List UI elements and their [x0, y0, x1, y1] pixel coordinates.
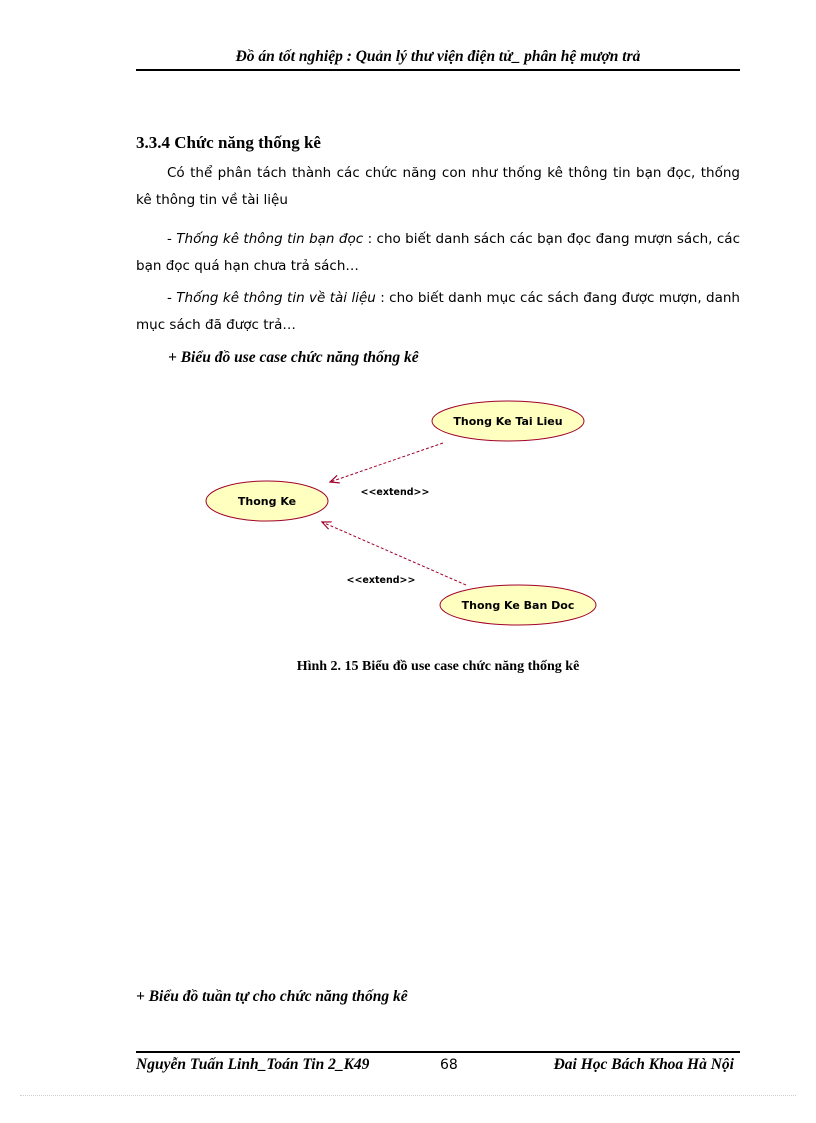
extend-label-2: <<extend>> [346, 575, 416, 586]
usecase-thong-ke-label: Thong Ke [237, 495, 297, 508]
figure-caption: Hình 2. 15 Biểu đồ use case chức năng thống kê [296, 659, 580, 674]
page-header-title: Đồ án tốt nghiệp : Quản lý thư viện điện tử_ phân hệ mượn trả [235, 48, 641, 65]
usecase-ban-doc-label: Thong Ke Ban Doc [461, 599, 575, 612]
footer-university: Đai Học Bách Khoa Hà Nội [553, 1056, 734, 1073]
page-bottom-border [20, 1095, 796, 1096]
item-ban-doc-title: Thống kê thông tin bạn đọc [176, 231, 364, 247]
usecase-diagram-heading: + Biểu đồ use case chức năng thống kê [168, 349, 419, 366]
usecase-thong-ke [206, 481, 328, 521]
paragraph-item-ban-doc [136, 226, 740, 280]
header-divider [136, 69, 740, 71]
sequence-diagram-heading: + Biểu đồ tuần tự cho chức năng thống kê [136, 988, 408, 1005]
footer-divider [136, 1051, 740, 1053]
section-heading: 3.3.4 Chức năng thống kê [136, 133, 321, 152]
usecase-thong-ke-tai-lieu [432, 401, 584, 441]
extend-arrow-tai-lieu [330, 443, 443, 482]
extend-label-1: <<extend>> [360, 487, 430, 498]
item-tai-lieu-line [136, 285, 740, 339]
item-ban-doc-prefix: - [167, 231, 177, 247]
paragraph-item-tai-lieu [136, 285, 740, 339]
page-number: 68 [440, 1057, 458, 1073]
item-tai-lieu-text: : cho biết danh mục các sách đang được mượn, danh mục sách đã được trả… [136, 290, 740, 333]
item-tai-lieu-title: Thống kê thông tin về tài liệu [176, 290, 376, 306]
item-ban-doc-text: : cho biết danh sách các bạn đọc đang mượn sách, các bạn đọc quá hạn chưa trả sách… [136, 231, 740, 274]
usecase-diagram [200, 395, 620, 635]
paragraph-intro [136, 160, 740, 214]
usecase-thong-ke-ban-doc [440, 585, 596, 625]
footer-author: Nguyễn Tuấn Linh_Toán Tin 2_K49 [136, 1056, 370, 1073]
item-tai-lieu-prefix: - [167, 290, 177, 306]
usecase-tai-lieu-label: Thong Ke Tai Lieu [453, 415, 563, 428]
item-ban-doc-line [136, 226, 740, 280]
paragraph-intro-text: Có thể phân tách thành các chức năng con như thống kê thông tin bạn đọc, thống kê thông tin về tài liệu [136, 165, 740, 208]
